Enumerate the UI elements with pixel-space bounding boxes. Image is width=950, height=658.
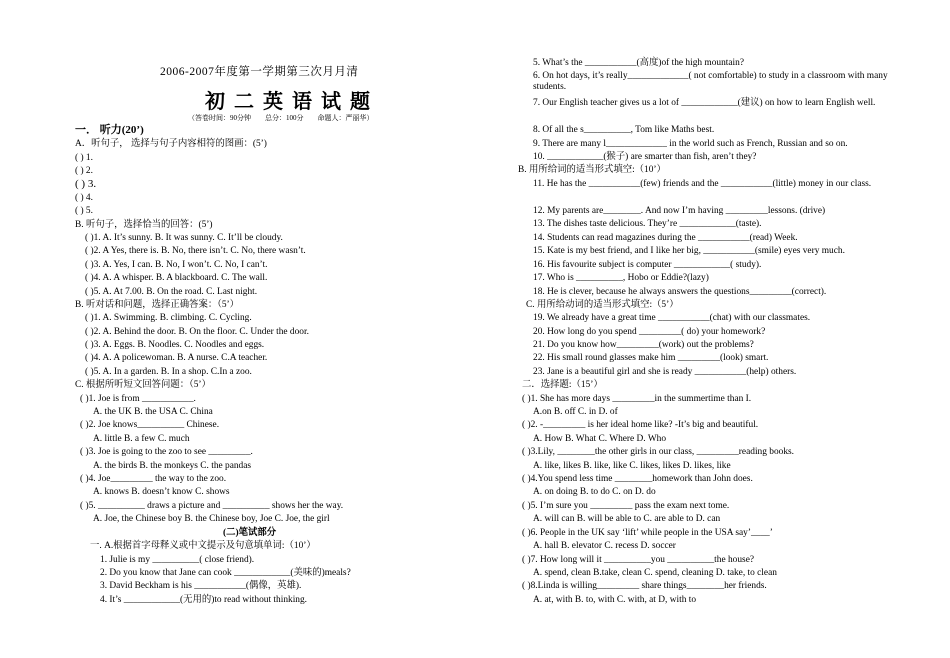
left-line: 1. Julie is my __________( close friend).	[100, 555, 255, 565]
left-line: ( ) 3.	[75, 178, 97, 190]
left-line: ( )3. A. Yes, I can. B. No, I won’t. C. No, I can’t.	[85, 260, 268, 270]
right-line: ( )6. People in the UK say ‘lift’ while people in the USA say’____’	[522, 528, 773, 538]
section-listening-heading: 一． 听力(20’)	[75, 124, 144, 136]
left-line: ( ) 5.	[75, 206, 93, 216]
left-line: ( ) 1.	[75, 153, 93, 163]
right-line: 19. We already have a great time ___________(chat) with our classmates.	[533, 313, 811, 323]
right-line: A. on doing B. to do C. on D. do	[533, 487, 656, 497]
right-line: 20. How long do you spend _________( do) your homework?	[533, 327, 766, 337]
left-line: 3. David Beckham is his ___________(偶像，英雄).	[100, 581, 302, 591]
left-line: ( ) 2.	[75, 166, 93, 176]
left-line: ( )4. A. A whisper. B. A blackboard. C. The wall.	[85, 273, 268, 283]
main-title: 初二英语试题	[205, 89, 379, 113]
left-line: B. 听句子，选择恰当的回答：(5’)	[75, 220, 213, 230]
right-line: 21. Do you know how_________(work) out the problems?	[533, 340, 754, 350]
left-line: B. 听对话和问题，选择正确答案：（5’）	[75, 300, 240, 310]
right-line: 22. His small round glasses make him _________(look) smart.	[533, 353, 769, 363]
left-line: ( )4. A. A policewoman. B. A nurse. C.A teacher.	[85, 353, 268, 363]
right-line: 6. On hot days, it’s really_____________( not comfortable) to study in a classroom with many students.	[533, 71, 888, 92]
left-line: A. the birds B. the monkeys C. the pandas	[93, 461, 252, 471]
left-line: A．听句子， 选择与句子内容相符的图画：(5’)	[75, 139, 267, 149]
left-line: ( )1. Joe is from ___________.	[80, 394, 196, 404]
right-line: ( )1. She has more days _________in the summertime than I.	[522, 394, 752, 404]
left-line: ( )3. A. Eggs. B. Noodles. C. Noodles and eggs.	[85, 340, 265, 350]
right-line: 18. He is clever, because he always answers the questions_________(correct).	[533, 287, 827, 297]
right-line: 15. Kate is my best friend, and I like her big, ___________(smile) eyes very much.	[533, 246, 845, 256]
right-line: B. 用所给词的适当形式填空:（10’）	[518, 165, 666, 175]
left-line: ( )1. A. Swimming. B. climbing. C. Cycling.	[85, 313, 252, 323]
right-line: A. hall B. elevator C. recess D. soccer	[533, 541, 676, 551]
right-line: 13. The dishes taste delicious. They’re ____________(taste).	[533, 219, 762, 229]
left-line: 2. Do you know that Jane can cook ____________(美味的)meals?	[100, 568, 351, 578]
right-line: A. will can B. will be able to C. are able to D. can	[533, 514, 721, 524]
right-line: A. like, likes B. like, like C. likes, likes D. likes, like	[533, 461, 731, 471]
left-line: ( )5. A. At 7.00. B. On the road. C. Last night.	[85, 287, 258, 297]
right-line: 12. My parents are________. And now I’m having _________lessons. (drive)	[533, 206, 826, 216]
left-line: 4. It’s ____________(无用的)to read without thinking.	[100, 595, 308, 605]
right-line: A. spend, clean B.take, clean C. spend, cleaning D. take, to clean	[533, 568, 777, 578]
right-line: ( )8.Linda is willing_________ share things________her friends.	[522, 581, 767, 591]
right-line: 二．选择题:（15’）	[522, 380, 603, 390]
left-line: ( )5. A. In a garden. B. In a shop. C.In a zoo.	[85, 367, 252, 377]
right-line: 9. There are many l_____________ in the world such as French, Russian and so on.	[533, 139, 848, 149]
right-line: 23. Jane is a beautiful girl and she is ready ___________(help) others.	[533, 367, 797, 377]
left-line: ( )1. A. It’s sunny. B. It was sunny. C. It’ll be cloudy.	[85, 233, 283, 243]
right-line: ( )2. -_________ is her ideal home like? -It’s big and beautiful.	[522, 420, 759, 430]
right-line: 11. He has the ___________(few) friends and the ___________(little) money in our class.	[533, 179, 872, 189]
left-line: A. little B. a few C. much	[93, 434, 190, 444]
right-line: ( )4.You spend less time ________homework than John does.	[522, 474, 753, 484]
right-line: 7. Our English teacher gives us a lot of ____________(建议) on how to learn English well.	[533, 98, 876, 108]
right-line: 14. Students can read magazines during the ___________(read) Week.	[533, 233, 798, 243]
right-line: A. How B. What C. Where D. Who	[533, 434, 667, 444]
left-line: ( )2. Joe knows__________ Chinese.	[80, 420, 220, 430]
left-line: ( ) 4.	[75, 193, 93, 203]
left-line: A. knows B. doesn’t know C. shows	[93, 487, 230, 497]
exam-title: 2006-2007年度第一学期第三次月月清	[160, 66, 359, 78]
exam-meta: （答卷时间：90分钟 总分：100分 命题人：严丽华）	[188, 114, 374, 122]
right-line: A.on B. off C. in D. of	[533, 407, 618, 417]
right-line: ( )5. I’m sure you _________ pass the exam next tome.	[522, 501, 730, 511]
left-line: A. Joe, the Chinese boy B. the Chinese boy, Joe C. Joe, the girl	[93, 514, 330, 524]
right-line: 17. Who is __________, Hobo or Eddie?(lazy)	[533, 273, 709, 283]
left-line: ( )2. A Yes, there is. B. No, there isn’t. C. No, there wasn’t.	[85, 246, 306, 256]
right-line: 16. His favourite subject is computer ____________( study).	[533, 260, 762, 270]
right-line: C. 用所给动词的适当形式填空:（5’）	[526, 300, 679, 310]
right-line: 10. ____________(猴子) are smarter than fish, aren’t they?	[533, 152, 757, 162]
left-line: ( )5. __________ draws a picture and __________ shows her the way.	[80, 501, 344, 511]
left-line: ( )4. Joe_________ the way to the zoo.	[80, 474, 227, 484]
written-section-heading: (二)笔试部分	[223, 528, 277, 538]
left-line: 一. A.根据首字母释义或中文提示及句意填单词:（10’）	[90, 541, 316, 551]
left-line: ( )2. A. Behind the door. B. On the floor. C. Under the door.	[85, 327, 309, 337]
right-line: 8. Of all the s__________, Tom like Maths best.	[533, 125, 715, 135]
right-line: 5. What’s the ___________(高度)of the high mountain?	[533, 58, 744, 68]
left-line: ( )3. Joe is going to the zoo to see _________.	[80, 447, 253, 457]
left-line: C. 根据所听短文回答问题：（5’）	[75, 380, 211, 390]
right-line: ( )3.Lily, ________the other girls in our class, _________reading books.	[522, 447, 795, 457]
right-line: A. at, with B. to, with C. with, at D, with to	[533, 595, 697, 605]
left-line: A. the UK B. the USA C. China	[93, 407, 213, 417]
right-line: ( )7. How long will it __________you __________the house?	[522, 555, 755, 565]
